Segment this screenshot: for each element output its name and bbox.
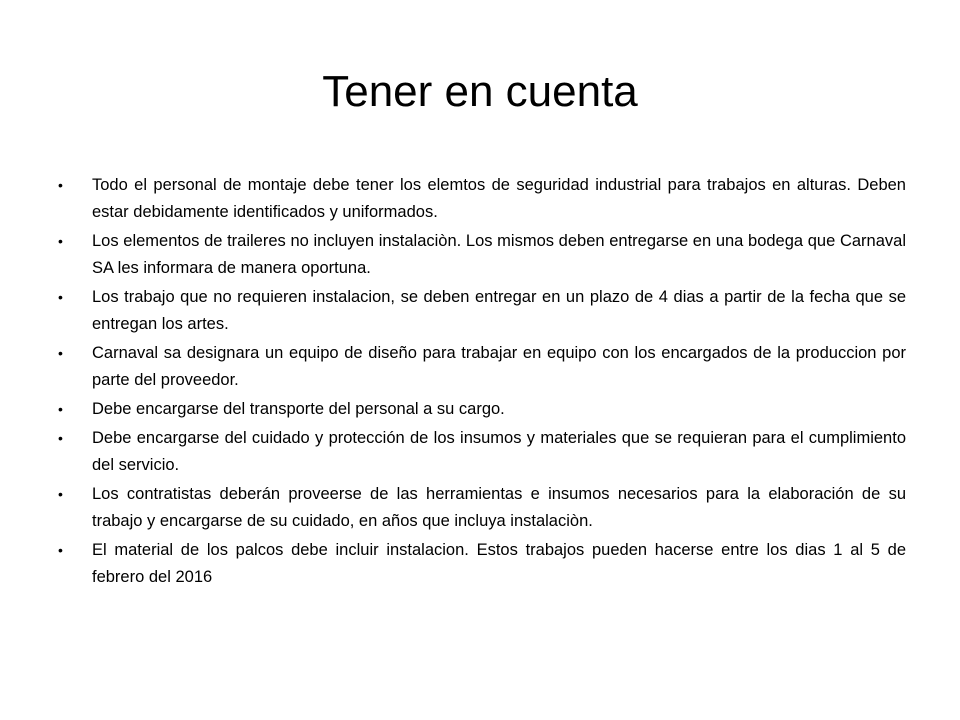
bullet-dot-icon: • <box>58 542 63 558</box>
bullet-text: Todo el personal de montaje debe tener los elemtos de seguridad industrial para trabajos en alturas. Deben estar debidamente identificados y uniformados. <box>92 176 906 221</box>
bullet-dot-icon: • <box>58 430 63 446</box>
bullet-text: El material de los palcos debe incluir instalacion. Estos trabajos pueden hacerse entre los dias 1 al 5 de febrero del 2016 <box>92 541 906 586</box>
bullet-dot-icon: • <box>58 177 63 193</box>
bullet-text: Los elementos de traileres no incluyen instalaciòn. Los mismos deben entregarse en una bodega que Carnaval SA les informara de manera oportuna. <box>92 232 906 277</box>
bullet-item <box>58 481 906 535</box>
bullet-item <box>58 340 906 394</box>
bullet-item <box>58 172 906 226</box>
bullet-item <box>58 537 906 591</box>
bullet-list <box>58 172 906 593</box>
bullet-dot-icon: • <box>58 233 63 249</box>
bullet-text: Carnaval sa designara un equipo de diseño para trabajar en equipo con los encargados de la produccion por parte del proveedor. <box>92 344 906 389</box>
bullet-item <box>58 228 906 282</box>
bullet-dot-icon: • <box>58 289 63 305</box>
bullet-item <box>58 396 906 423</box>
bullet-text: Los trabajo que no requieren instalacion, se deben entregar en un plazo de 4 dias a partir de la fecha que se entregan los artes. <box>92 288 906 333</box>
slide-title: Tener en cuenta <box>322 67 638 116</box>
bullet-item <box>58 284 906 338</box>
bullet-dot-icon: • <box>58 401 63 417</box>
bullet-text: Debe encargarse del cuidado y protección de los insumos y materiales que se requieran para el cumplimiento del servicio. <box>92 429 906 474</box>
bullet-text: Debe encargarse del transporte del personal a su cargo. <box>92 400 505 418</box>
bullet-item <box>58 425 906 479</box>
bullet-dot-icon: • <box>58 486 63 502</box>
bullet-text: Los contratistas deberán proveerse de las herramientas e insumos necesarios para la elaboración de su trabajo y encargarse de su cuidado, en años que incluya instalaciòn. <box>92 485 906 530</box>
bullet-dot-icon: • <box>58 345 63 361</box>
